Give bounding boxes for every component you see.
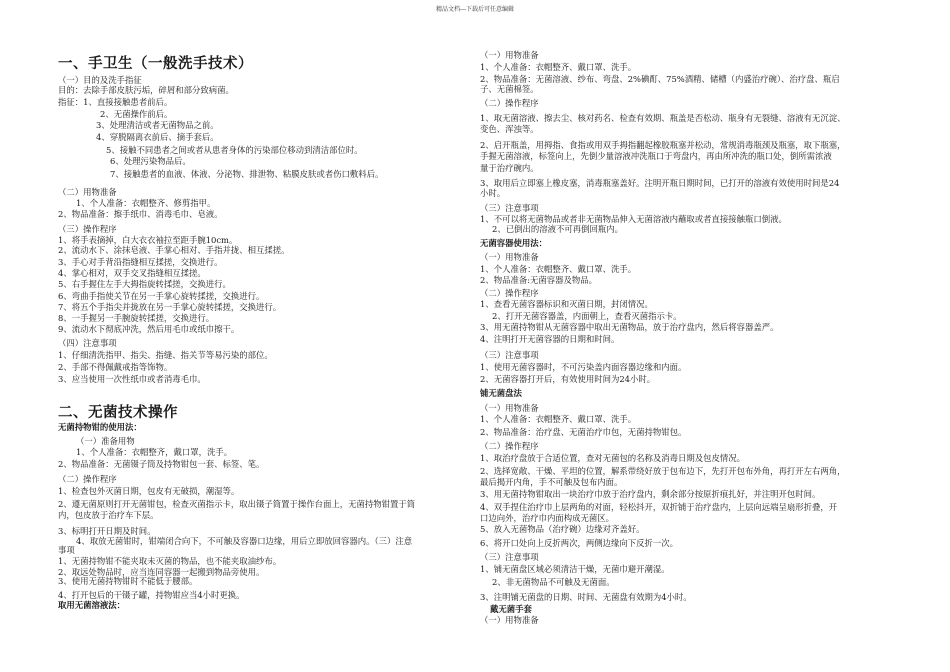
text-line: 2、取远处物品时，应当连同容器一起搬到物品旁使用。 bbox=[58, 567, 265, 577]
text-line: （一）用物准备 bbox=[480, 615, 539, 625]
text-line: 9、流动水下彻底冲洗，然后用毛巾或纸巾擦干。 bbox=[58, 324, 240, 334]
text-line: （四）注意事项 bbox=[58, 338, 117, 348]
subsection-heading: 无菌容器使用法： bbox=[480, 238, 547, 248]
text-line: 1、个人准备：衣帽整齐、戴口罩、洗手。 bbox=[480, 414, 637, 424]
subsection-heading: 铺无菌盘法 bbox=[480, 388, 522, 398]
section-heading: 二、无菌技术操作 bbox=[58, 405, 178, 421]
text-line: 2、物品准备：擦手纸巾、消毒毛巾、皂液。 bbox=[58, 209, 223, 219]
text-line: （二）操作程序 bbox=[58, 474, 117, 484]
section-heading: 一、手卫生（一般洗手技术） bbox=[58, 56, 253, 72]
text-line: 2、物品准备：无菌溶液、纱布、弯盘、2%碘酊、75%酒精、储槽（内盛治疗碗）、治疗盘、瓶启 bbox=[480, 74, 840, 84]
text-line: 3、用无菌持物钳取出一块治疗巾放于治疗盘内，剩余部分按原折痕扎好，并注明开包时间。 bbox=[480, 489, 821, 499]
text-line: 1、个人准备：衣帽整齐、戴口罩、洗手。 bbox=[480, 264, 637, 274]
text-line: 事项 bbox=[58, 545, 75, 555]
text-line: 手握无菌溶液，标签向上，先倒少量溶液冲洗瓶口于弯盘内，再由所冲洗的瓶口处，倒所需浓液 bbox=[480, 151, 832, 161]
subsection-heading: 取用无菌溶液法： bbox=[58, 600, 125, 610]
text-line: 内，包皮放于治疗车下层。 bbox=[58, 510, 159, 520]
text-line: （三）注意事项 bbox=[480, 552, 539, 562]
text-line: 2、物品准备：无菌镊子筒及持物钳包一套、标签、笔。 bbox=[58, 459, 265, 469]
text-line: 6、弯曲手指使关节在另一手掌心旋转揉搓，交换进行。 bbox=[58, 291, 265, 301]
text-line: （一）准备用物 bbox=[76, 436, 135, 446]
text-line: 2、流动水下、涂抹皂液、手掌心相对、手指并拢、相互揉搓。 bbox=[58, 245, 290, 255]
text-line: 3、取用后立即塞上橡皮塞，消毒瓶塞盖好。注明开瓶日期时间，已打开的溶液有效使用时间是24 bbox=[480, 178, 840, 188]
text-line: 2、启开瓶盖，用拇指、食指或用双手拇指翻起橡胶瓶塞并松动，常规消毒瓶颈及瓶塞，取下瓶塞， bbox=[480, 140, 846, 150]
subsection-heading: 无菌持物钳的使用法： bbox=[58, 422, 142, 432]
text-line: 5、右手握住左手大拇指旋转揉搓，交换进行。 bbox=[58, 279, 231, 289]
text-line: 1、仔细清洗指甲、指尖、指缝、指关节等易污染的部位。 bbox=[58, 350, 273, 360]
text-line: 变色、浑浊等。 bbox=[480, 124, 539, 134]
subsection-heading: 戴无菌手套 bbox=[490, 604, 532, 614]
text-line: 4、取放无菌钳时，钳端闭合向下，不可触及容器口边缘，用后立即放回容器内。（三）注意 bbox=[76, 536, 413, 546]
text-line: 4、注明打开无菌容器的日期和时间。 bbox=[480, 334, 620, 344]
text-line: （二）操作程序 bbox=[480, 98, 539, 108]
text-line: 1、铺无菌盘区域必须清洁干燥，无菌巾避开潮湿。 bbox=[480, 564, 670, 574]
text-line: 1、检查包外灭菌日期，包皮有无破损，潮湿等。 bbox=[58, 486, 240, 496]
text-line: 2、选择宽敞、干燥、平坦的位置，解系带绕好放于包布边下，先打开包布外角，再打开左右两角， bbox=[480, 466, 846, 476]
text-line: 1、将手表摘掉，白大衣衣袖拉至距手腕10cm。 bbox=[58, 235, 238, 245]
text-line: 量于治疗碗内。 bbox=[480, 163, 539, 173]
text-line: 子、无菌棉签。 bbox=[480, 84, 539, 94]
text-line: 1、取无菌溶液、擦去尘、核对药名、检查有效期、瓶盖是否松动、瓶身有无裂缝、溶液有无沉淀、 bbox=[480, 113, 846, 123]
text-line: 6、将开口处向上反折两次，两侧边缘向下反折一次。 bbox=[480, 538, 678, 548]
text-line: 5、放入无菌物品（治疗碗）边缘对齐盖好。 bbox=[480, 524, 645, 534]
text-line: 4、穿脱隔离衣前后、摘手套后。 bbox=[96, 132, 219, 142]
text-line: （三）注意事项 bbox=[480, 350, 539, 360]
text-line: 8、一手握另一手腕旋转揉搓，交换进行。 bbox=[58, 313, 215, 323]
text-line: （二）操作程序 bbox=[480, 288, 539, 298]
text-line: （二）操作程序 bbox=[480, 441, 539, 451]
text-line: 1、查看无菌容器标识和灭菌日期，封闭情况。 bbox=[480, 299, 653, 309]
text-line: 最后揭开内角，手不可触及包布内面。 bbox=[480, 477, 623, 487]
text-line: （一）目的及洗手指征 bbox=[58, 75, 142, 85]
text-line: 3、处理清洁或者无菌物品之前。 bbox=[96, 120, 219, 130]
text-line: 目的：去除手部皮肤污垢，碎屑和部分致病菌。 bbox=[58, 85, 234, 95]
text-line: 2、手部不得佩戴戒指等饰物。 bbox=[58, 362, 173, 372]
text-line: 2、物品准备:无菌容器及物品。 bbox=[480, 275, 598, 285]
text-line: 2、无菌容器打开后，有效使用时间为24小时。 bbox=[480, 374, 656, 384]
text-line: 7、接触患者的血液、体液、分泌物、排泄物、粘膜皮肤或者伤口敷料后。 bbox=[110, 169, 384, 179]
text-line: 1、个人准备：衣帽整齐、修剪指甲。 bbox=[76, 198, 216, 208]
text-line: （一）用物准备 bbox=[480, 252, 539, 262]
text-line: 7、将五个手指尖并拢放在另一手掌心旋转揉搓，交换进行。 bbox=[58, 302, 282, 312]
text-line: 5、接触不同患者之间或者从患者身体的污染部位移动到清洁部位时。 bbox=[106, 145, 363, 155]
text-line: 3、注明铺无菌盘的日期、时间、无菌盘有效期为4小时。 bbox=[480, 592, 692, 602]
text-line: 1、不可以将无菌物品或者非无菌物品伸入无菌溶液内蘸取或者直接接触瓶口倒液。 bbox=[480, 214, 787, 224]
text-line: 3、用无菌持物钳从无菌容器中取出无菌物品，放于治疗盘内，然后将容器盖严。 bbox=[480, 322, 779, 332]
text-line: 2、无菌操作前后。 bbox=[100, 109, 173, 119]
text-line: 4、打开包后的干镊子罐，持物钳应当4小时更换。 bbox=[58, 590, 245, 600]
text-line: （二）用物准备 bbox=[58, 187, 117, 197]
text-line: 2、打开无菌容器盖，内面朝上，查看灭菌指示卡。 bbox=[492, 311, 682, 321]
header-note: 精品文档---下载后可任意编辑 bbox=[435, 6, 515, 13]
text-line: 1、个人准备：衣帽整齐、戴口罩、洗手。 bbox=[480, 62, 637, 72]
text-line: 指征：1、直接接触患者前后。 bbox=[58, 97, 173, 107]
text-line: 2、已倒出的溶液不可再倒回瓶内。 bbox=[492, 224, 623, 234]
text-line: （一）用物准备 bbox=[480, 50, 539, 60]
text-line: 3、标明打开日期及时间。 bbox=[58, 526, 156, 536]
text-line: 3、使用无菌持物钳时不能低于腰部。 bbox=[58, 576, 198, 586]
text-line: （三）操作程序 bbox=[58, 224, 117, 234]
text-line: 4、掌心相对，双手交叉指缝相互揉搓。 bbox=[58, 268, 206, 278]
text-line: 小时。 bbox=[480, 188, 506, 198]
text-line: 2、遵无菌原则打开无菌钳包，检查灭菌指示卡，取出镊子筒置于操作台面上，无菌持物钳置于筒 bbox=[58, 499, 416, 509]
text-line: 1、无菌持物钳不能夹取未灭菌的物品，也不能夹取油纱布。 bbox=[58, 556, 282, 566]
text-line: 1、使用无菌容器时，不可污染盖内面容器边缘和内面。 bbox=[480, 362, 687, 372]
text-line: 3、应当使用一次性纸巾或者消毒毛巾。 bbox=[58, 374, 206, 384]
text-line: 4、双手捏住治疗巾上层两角的对面，轻松抖开，双折铺于治疗盘内，上层向远端呈扇形折叠，开 bbox=[480, 502, 838, 512]
text-line: 3、手心对手背沿指缝相互揉搓，交换进行。 bbox=[58, 257, 223, 267]
text-line: 1、个人准备：衣帽整齐，戴口罩，洗手。 bbox=[76, 447, 233, 457]
text-line: 1、取治疗盘放于合适位置，查对无菌包的名称及消毒日期及包皮情况。 bbox=[480, 453, 745, 463]
text-line: 2、非无菌物品不可触及无菌面。 bbox=[492, 577, 615, 587]
text-line: （三）注意事项 bbox=[480, 203, 539, 213]
text-line: 口边向外，治疗巾内面构成无菌区。 bbox=[480, 513, 614, 523]
text-line: 2、物品准备：治疗盘、无菌治疗巾包，无菌持物钳包。 bbox=[480, 427, 687, 437]
text-line: （一）用物准备 bbox=[480, 403, 539, 413]
text-line: 6、处理污染物品后。 bbox=[110, 156, 191, 166]
